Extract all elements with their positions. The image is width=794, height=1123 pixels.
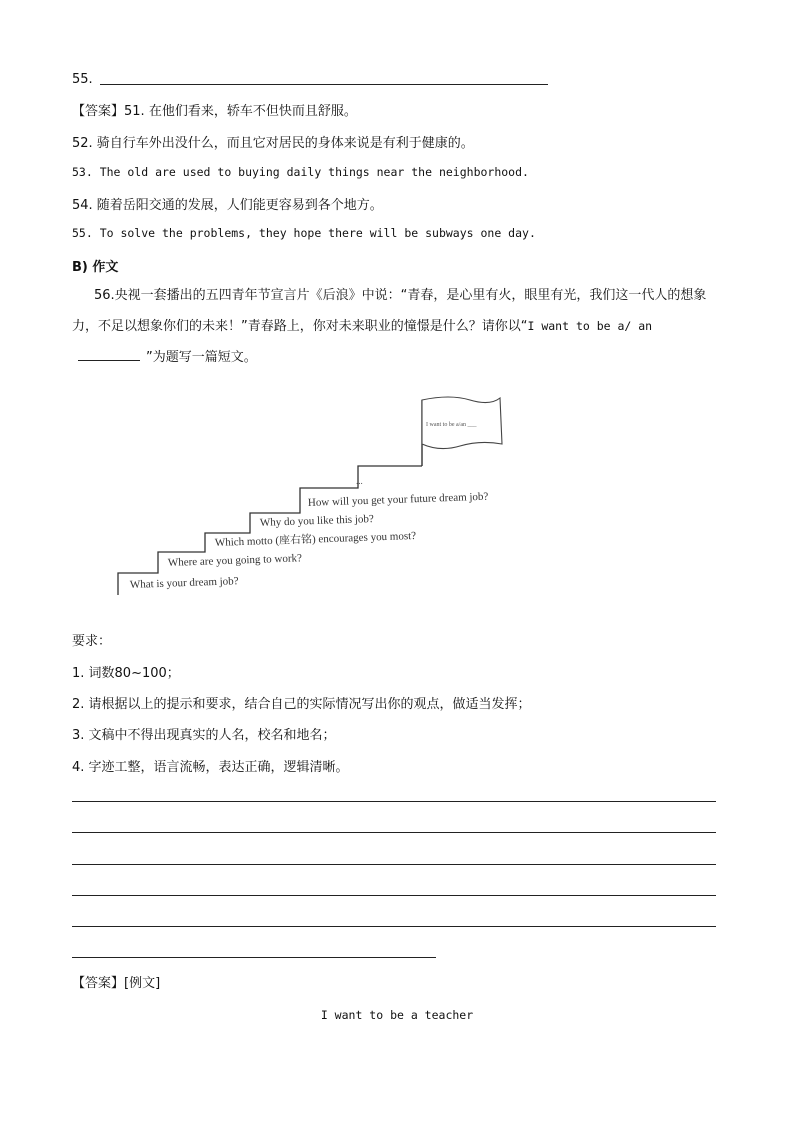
prompt-text: 56.央视一套播出的五四青年节宣言片《后浪》中说：“青春，是心里有火，眼里有光，我们这一代人的想象力，不足以想象你们的未来！”青春路上，你对未来职业的憧憬是什么？请你以“ [72, 288, 707, 334]
prompt-blank [78, 350, 140, 361]
step-4-text: Why do you like this job? [259, 513, 375, 529]
prompt-text-end: ”为题写一篇短文。 [146, 350, 257, 365]
answer-52: 52. 骑自行车外出没什么，而且它对居民的身体来说是有利于健康的。 [72, 136, 474, 151]
writing-line-6[interactable] [72, 957, 436, 958]
question-55 [72, 72, 93, 87]
requirement-4: 4. 字迹工整，语言流畅，表达正确，逻辑清晰。 [72, 760, 349, 775]
answer2-label: 【答案】 [72, 976, 125, 991]
step-1-text: What is your dream job? [129, 575, 239, 591]
writing-line-3[interactable] [72, 864, 716, 865]
step-5-text: How will you get your future dream job? [307, 490, 489, 509]
question-55-label: 55. [72, 72, 93, 87]
section-b-title: B) 作文 [72, 260, 119, 275]
example-title: I want to be a teacher [320, 1008, 474, 1022]
requirements-title: 要求： [72, 634, 112, 649]
writing-line-5[interactable] [72, 926, 716, 927]
staircase-figure [110, 380, 550, 600]
flag-text: I want to be a/an ___ [426, 422, 477, 428]
requirement-3: 3. 文稿中不得出现真实的人名，校名和地名； [72, 728, 336, 743]
answer-55: 55. To solve the problems, they hope there will be subways one day. [72, 226, 536, 240]
prompt-title-phrase: I want to be a/ an [527, 319, 653, 333]
answer-51-text: 51. 在他们看来，轿车不但快而且舒服。 [124, 104, 357, 119]
answer-line-55 [100, 84, 548, 85]
answer-51 [72, 100, 357, 119]
answer2-heading [72, 972, 160, 991]
writing-line-2[interactable] [72, 832, 716, 833]
writing-prompt [72, 280, 720, 373]
flag-icon [422, 397, 502, 466]
step-6-text: ... [356, 476, 363, 486]
writing-line-1[interactable] [72, 801, 716, 802]
step-3-text: Which motto (座右铭) encourages you most? [214, 529, 417, 549]
answer-53: 53. The old are used to buying daily things near the neighborhood. [72, 165, 529, 179]
answer-heading: 【答案】 [72, 104, 125, 119]
writing-line-4[interactable] [72, 895, 716, 896]
requirement-1: 1. 词数80~100； [72, 666, 180, 681]
example-label: [例文] [124, 976, 161, 991]
step-2-text: Where are you going to work? [167, 552, 303, 569]
answer-54: 54. 随着岳阳交通的发展，人们能更容易到各个地方。 [72, 198, 383, 213]
requirement-2: 2. 请根据以上的提示和要求，结合自己的实际情况写出你的观点，做适当发挥； [72, 697, 531, 712]
